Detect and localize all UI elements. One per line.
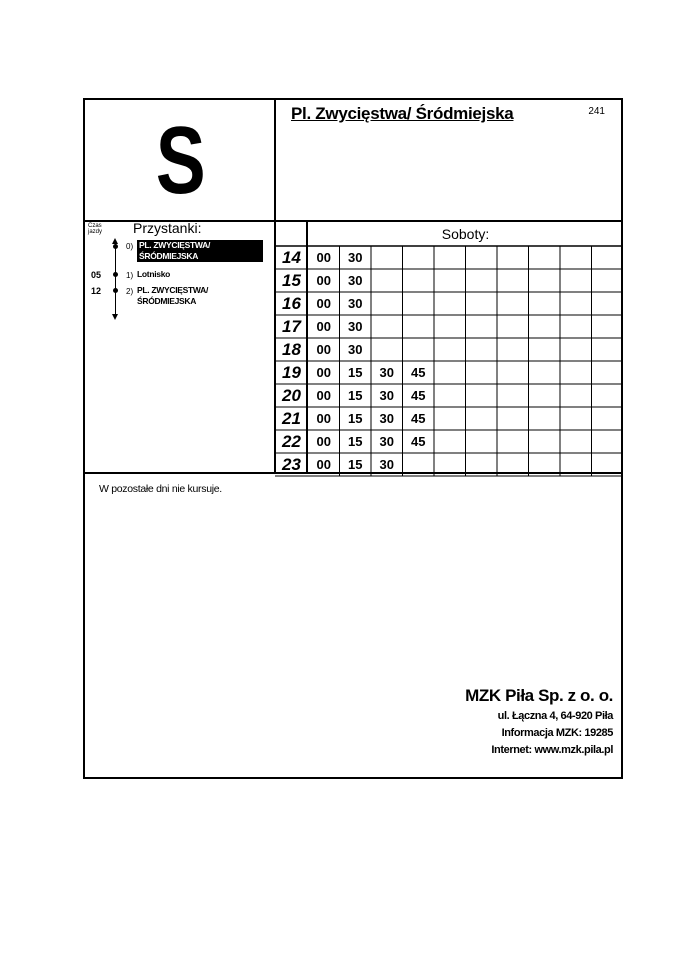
minute-cell [371, 338, 403, 361]
minute-cell: 45 [411, 388, 426, 403]
minute-cell [466, 246, 498, 269]
minute-cell [434, 315, 466, 338]
timetable-row [275, 315, 623, 338]
hour-cell: 19 [282, 362, 301, 382]
minute-cell [466, 407, 498, 430]
minute-cell: 30 [379, 457, 394, 472]
company-internet: Internet: www.mzk.pila.pl [491, 744, 613, 756]
timetable-row [275, 361, 623, 384]
timetable-row [275, 430, 623, 453]
minute-cell [403, 338, 435, 361]
travel-time-label: Czas jazdy [88, 223, 103, 235]
minute-cell: 30 [348, 342, 363, 357]
minute-cell [497, 338, 529, 361]
minute-cell [529, 338, 561, 361]
minute-cell [434, 246, 466, 269]
minute-cell: 00 [316, 296, 331, 311]
minute-cell [434, 269, 466, 292]
minute-cell [497, 430, 529, 453]
minute-cell [529, 407, 561, 430]
minute-cell [560, 361, 592, 384]
minute-cell [560, 430, 592, 453]
minute-cell [466, 384, 498, 407]
stop-index: 1) [126, 271, 134, 280]
stop-index: 2) [126, 287, 134, 296]
stop-travel-time: 05 [91, 270, 102, 280]
company-info-line: Informacja MZK: 19285 [501, 727, 613, 739]
minute-cell: 00 [316, 457, 331, 472]
stops-axis [115, 242, 116, 316]
minute-cell [466, 453, 498, 476]
minute-cell [529, 430, 561, 453]
minute-cell [434, 407, 466, 430]
minute-cell [592, 384, 624, 407]
stop-dot [113, 244, 118, 249]
minute-cell [592, 269, 624, 292]
stop-index: 0) [126, 242, 134, 251]
stops-title: Przystanki: [133, 220, 202, 236]
minute-cell [560, 269, 592, 292]
timetable-row [275, 384, 623, 407]
minute-cell [529, 453, 561, 476]
stop-name-current [137, 240, 263, 262]
days-header: Soboty: [441, 226, 490, 242]
stop-name-line1: PL. ZWYCIĘSTWA/ [137, 285, 209, 295]
minute-cell [592, 453, 624, 476]
minute-cell [560, 384, 592, 407]
company-info [465, 684, 613, 759]
minute-cell [560, 453, 592, 476]
service-note: W pozostałe dni nie kursuje. [99, 483, 222, 495]
timetable-row [275, 292, 623, 315]
minute-cell: 00 [316, 342, 331, 357]
minute-cell [529, 246, 561, 269]
minute-cell: 15 [348, 388, 363, 403]
minute-cell [466, 269, 498, 292]
minute-cell [497, 453, 529, 476]
minute-cell [497, 361, 529, 384]
minute-cell [497, 246, 529, 269]
minute-cell: 30 [348, 250, 363, 265]
minute-cell [560, 246, 592, 269]
route-number: 241 [588, 106, 605, 117]
company-address: ul. Łączna 4, 64-920 Piła [497, 710, 613, 722]
minute-cell: 15 [348, 457, 363, 472]
hour-cell: 20 [282, 385, 301, 405]
minute-cell [403, 453, 435, 476]
minute-cell [403, 246, 435, 269]
minute-cell [592, 338, 624, 361]
minute-cell [371, 246, 403, 269]
minute-cell: 00 [316, 388, 331, 403]
minute-cell: 45 [411, 365, 426, 380]
minute-cell [497, 407, 529, 430]
stop-name-line2: ŚRÓDMIEJSKA [139, 251, 199, 261]
route-title: Pl. Zwycięstwa/ Śródmiejska [291, 104, 514, 123]
minute-cell [497, 269, 529, 292]
minute-cell [529, 269, 561, 292]
minute-cell [466, 292, 498, 315]
hour-cell: 14 [282, 247, 301, 267]
minute-cell [529, 292, 561, 315]
stop-name-line2: ŚRÓDMIEJSKA [137, 296, 197, 306]
line-code: S [155, 107, 205, 214]
minute-cell [434, 292, 466, 315]
minute-cell: 45 [411, 434, 426, 449]
minute-cell [592, 430, 624, 453]
minute-cell: 00 [316, 365, 331, 380]
timetable-sheet [83, 98, 623, 779]
hour-cell: 16 [282, 293, 301, 313]
stop-name-line1: Lotnisko [137, 269, 171, 279]
minute-cell [434, 384, 466, 407]
minute-cell [403, 269, 435, 292]
minute-cell [529, 384, 561, 407]
minute-cell: 30 [348, 296, 363, 311]
hour-cell: 22 [282, 431, 301, 451]
minute-cell [466, 430, 498, 453]
minute-cell [403, 292, 435, 315]
minute-cell: 30 [348, 273, 363, 288]
minute-cell [497, 292, 529, 315]
minute-cell: 00 [316, 434, 331, 449]
stop-name [137, 285, 208, 307]
minute-cell: 00 [316, 319, 331, 334]
minute-cell: 15 [348, 434, 363, 449]
minute-cell [560, 407, 592, 430]
minute-cell: 30 [379, 365, 394, 380]
minute-cell [560, 315, 592, 338]
minute-cell [466, 315, 498, 338]
minute-cell [466, 361, 498, 384]
stop-name-line1: PL. ZWYCIĘSTWA/ [139, 240, 211, 250]
stop-travel-time: 12 [91, 286, 102, 296]
arrow-down-icon [112, 314, 118, 320]
minute-cell [592, 407, 624, 430]
minute-cell: 00 [316, 411, 331, 426]
stop-dot [113, 272, 118, 277]
minute-cell: 30 [379, 434, 394, 449]
company-name: MZK Piła Sp. z o. o. [465, 686, 613, 705]
minute-cell [529, 361, 561, 384]
timetable-row [275, 453, 623, 476]
minute-cell [371, 315, 403, 338]
minute-cell [403, 315, 435, 338]
minute-cell: 15 [348, 365, 363, 380]
minute-cell [560, 292, 592, 315]
minute-cell [371, 292, 403, 315]
minute-cell [434, 453, 466, 476]
hour-cell: 15 [282, 270, 301, 290]
minute-cell [434, 361, 466, 384]
timetable-row [275, 269, 623, 292]
stop-dot [113, 288, 118, 293]
minute-cell [560, 338, 592, 361]
minute-cell [497, 384, 529, 407]
minute-cell: 15 [348, 411, 363, 426]
minute-cell [466, 338, 498, 361]
hour-cell: 18 [282, 339, 301, 359]
minute-cell [592, 292, 624, 315]
minute-cell: 30 [379, 411, 394, 426]
stop-name [137, 269, 170, 280]
timetable-row [275, 407, 623, 430]
hour-cell: 17 [282, 316, 301, 336]
minute-cell [497, 315, 529, 338]
minute-cell: 30 [348, 319, 363, 334]
minute-cell [592, 246, 624, 269]
minute-cell [592, 315, 624, 338]
timetable-row [275, 246, 623, 269]
minute-cell: 00 [316, 273, 331, 288]
hour-cell: 21 [282, 408, 301, 428]
minute-cell: 00 [316, 250, 331, 265]
minute-cell: 45 [411, 411, 426, 426]
minute-cell [592, 361, 624, 384]
minute-cell [434, 430, 466, 453]
minute-cell [529, 315, 561, 338]
timetable-row [275, 338, 623, 361]
hour-cell: 23 [282, 454, 301, 474]
minute-cell [434, 338, 466, 361]
minute-cell [371, 269, 403, 292]
minute-cell: 30 [379, 388, 394, 403]
